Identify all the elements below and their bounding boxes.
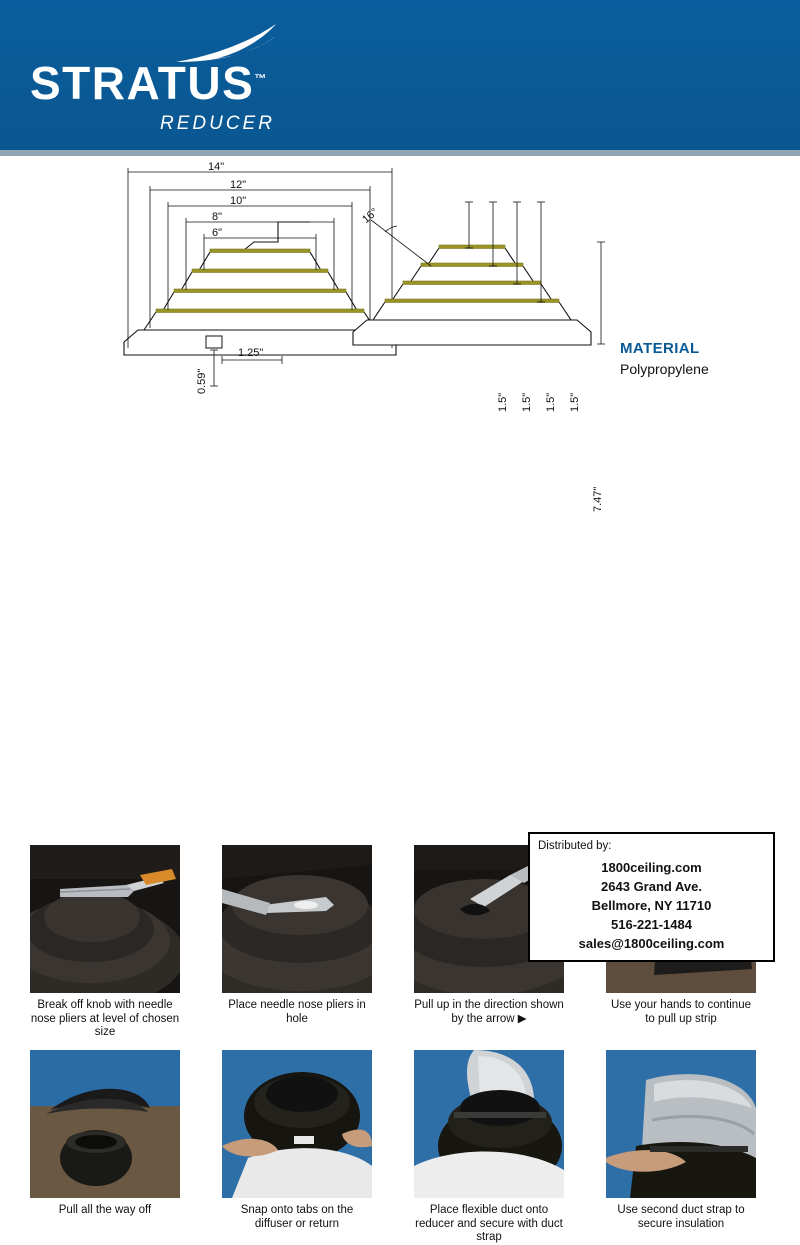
step-8-caption: Use second duct strap to secure insulation [617, 1204, 745, 1230]
step-7 [414, 1050, 564, 1245]
step-1 [30, 845, 180, 1040]
photo-pliers-in-hole [222, 845, 372, 993]
brand-subtitle: REDUCER [160, 113, 275, 134]
brand-text: STRATUS [30, 57, 255, 109]
step-height-4: 1.5" [569, 392, 581, 412]
distributor-details [530, 858, 773, 953]
step-5 [30, 1050, 180, 1218]
dimension-6in: 6" [212, 227, 223, 239]
dimension-8in: 8" [212, 211, 223, 223]
distributed-by-title: Distributed by: [538, 840, 612, 852]
step-height-1: 1.5" [497, 392, 509, 412]
step-3-caption: Pull up in the direction shown by the arrow ▶ [414, 999, 564, 1025]
dimension-10in: 10" [230, 195, 247, 207]
trademark-symbol: ™ [254, 71, 267, 86]
step-1-caption: Break off knob with needle nose pliers at level of chosen size [30, 999, 180, 1038]
distributed-by-box [528, 832, 775, 962]
distributor-phone[interactable]: 516-221-1484 [611, 917, 692, 932]
step-6 [222, 1050, 372, 1231]
distributor-city-state-zip: Bellmore, NY 11710 [591, 898, 712, 913]
step-2-caption: Place needle nose pliers in hole [228, 999, 366, 1025]
brand-wordmark [30, 57, 267, 109]
total-height-7-47in: 7.47" [592, 486, 604, 512]
distributor-street: 2643 Grand Ave. [601, 879, 702, 894]
page-header [0, 0, 800, 150]
step-7-photo [414, 1050, 564, 1198]
step-8-photo [606, 1050, 756, 1198]
dimension-0-59in: 0.59" [196, 368, 208, 394]
photo-strip-removed [30, 1050, 180, 1198]
step-2-photo [222, 845, 372, 993]
photo-duct-strap [414, 1050, 564, 1198]
step-1-photo [30, 845, 180, 993]
step-7-caption: Place flexible duct onto reducer and secure with duct strap [415, 1204, 563, 1243]
step-height-3: 1.5" [545, 392, 557, 412]
technical-drawing-area [0, 150, 800, 512]
material-value: Polypropylene [620, 361, 709, 377]
distributor-website[interactable]: 1800ceiling.com [601, 860, 702, 875]
step-5-caption: Pull all the way off [58, 1204, 152, 1216]
step-4-caption: Use your hands to continue to pull up strip [610, 999, 751, 1025]
angle-16deg: 16° [360, 206, 381, 226]
step-2 [222, 845, 372, 1026]
dimension-12in: 12" [230, 179, 247, 191]
step-5-photo [30, 1050, 180, 1198]
photo-snap-onto-tabs [222, 1050, 372, 1198]
step-8 [606, 1050, 756, 1231]
distributor-email[interactable]: sales@1800ceiling.com [578, 936, 725, 951]
photo-insulation-strap [606, 1050, 756, 1198]
dimension-14in: 14" [208, 161, 225, 173]
side-view-drawing [345, 180, 615, 410]
photo-pliers-on-reducer [30, 845, 180, 993]
step-6-caption: Snap onto tabs on the diffuser or return [240, 1204, 354, 1230]
material-label: MATERIAL [620, 340, 700, 357]
step-6-photo [222, 1050, 372, 1198]
dimension-1-25in: 1.25" [238, 347, 264, 359]
step-height-2: 1.5" [521, 392, 533, 412]
